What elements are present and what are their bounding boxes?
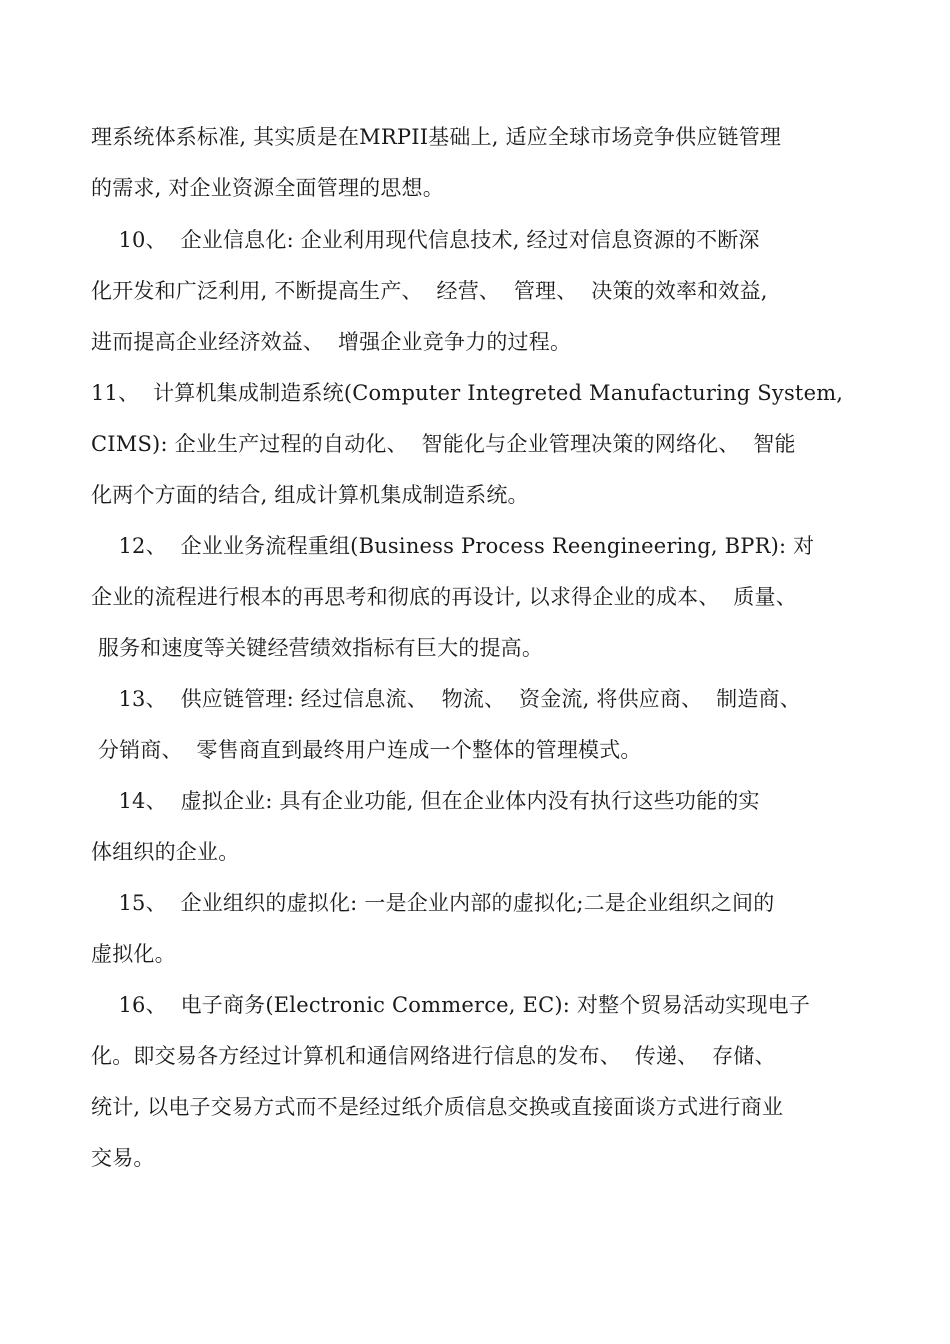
text-line: 15、 企业组织的虚拟化: 一是企业内部的虚拟化;二是企业组织之间的 [91,891,775,915]
text-line: 16、 电子商务(Electronic Commerce, EC): 对整个贸易活动实现电子 [91,993,811,1017]
text-line: 理系统体系标准, 其实质是在MRPII基础上, 适应全球市场竞争供应链管理 [91,125,782,149]
text-line: 虚拟化。 [91,942,176,966]
text-line: 12、 企业业务流程重组(Business Process Reengineering, BPR): 对 [91,534,815,558]
text-line: 11、 计算机集成制造系统(Computer Integreted Manufacturing System, [91,381,844,405]
text-line: 14、 虚拟企业: 具有企业功能, 但在企业体内没有执行这些功能的实 [91,789,760,813]
text-line: 服务和速度等关键经营绩效指标有巨大的提高。 [91,636,544,660]
text-line: 进而提高企业经济效益、 增强企业竞争力的过程。 [91,330,572,354]
text-line: 13、 供应链管理: 经过信息流、 物流、 资金流, 将供应商、 制造商、 [91,687,801,711]
text-line: 交易。 [91,1146,155,1170]
text-line: 体组织的企业。 [91,840,240,864]
text-line: 企业的流程进行根本的再思考和彻底的再设计, 以求得企业的成本、 质量、 [91,585,797,609]
text-line: 统计, 以电子交易方式而不是经过纸介质信息交换或直接面谈方式进行商业 [91,1095,784,1119]
text-line: 10、 企业信息化: 企业利用现代信息技术, 经过对信息资源的不断深 [91,228,760,252]
text-line: 的需求, 对企业资源全面管理的思想。 [91,176,444,200]
text-line: 化两个方面的结合, 组成计算机集成制造系统。 [91,483,529,507]
text-line: 分销商、 零售商直到最终用户连成一个整体的管理模式。 [91,738,642,762]
text-line: 化开发和广泛利用, 不断提高生产、 经营、 管理、 决策的效率和效益, [91,279,768,303]
text-line: 化。即交易各方经过计算机和通信网络进行信息的发布、 传递、 存储、 [91,1044,776,1068]
text-line: CIMS): 企业生产过程的自动化、 智能化与企业管理决策的网络化、 智能 [91,432,796,456]
